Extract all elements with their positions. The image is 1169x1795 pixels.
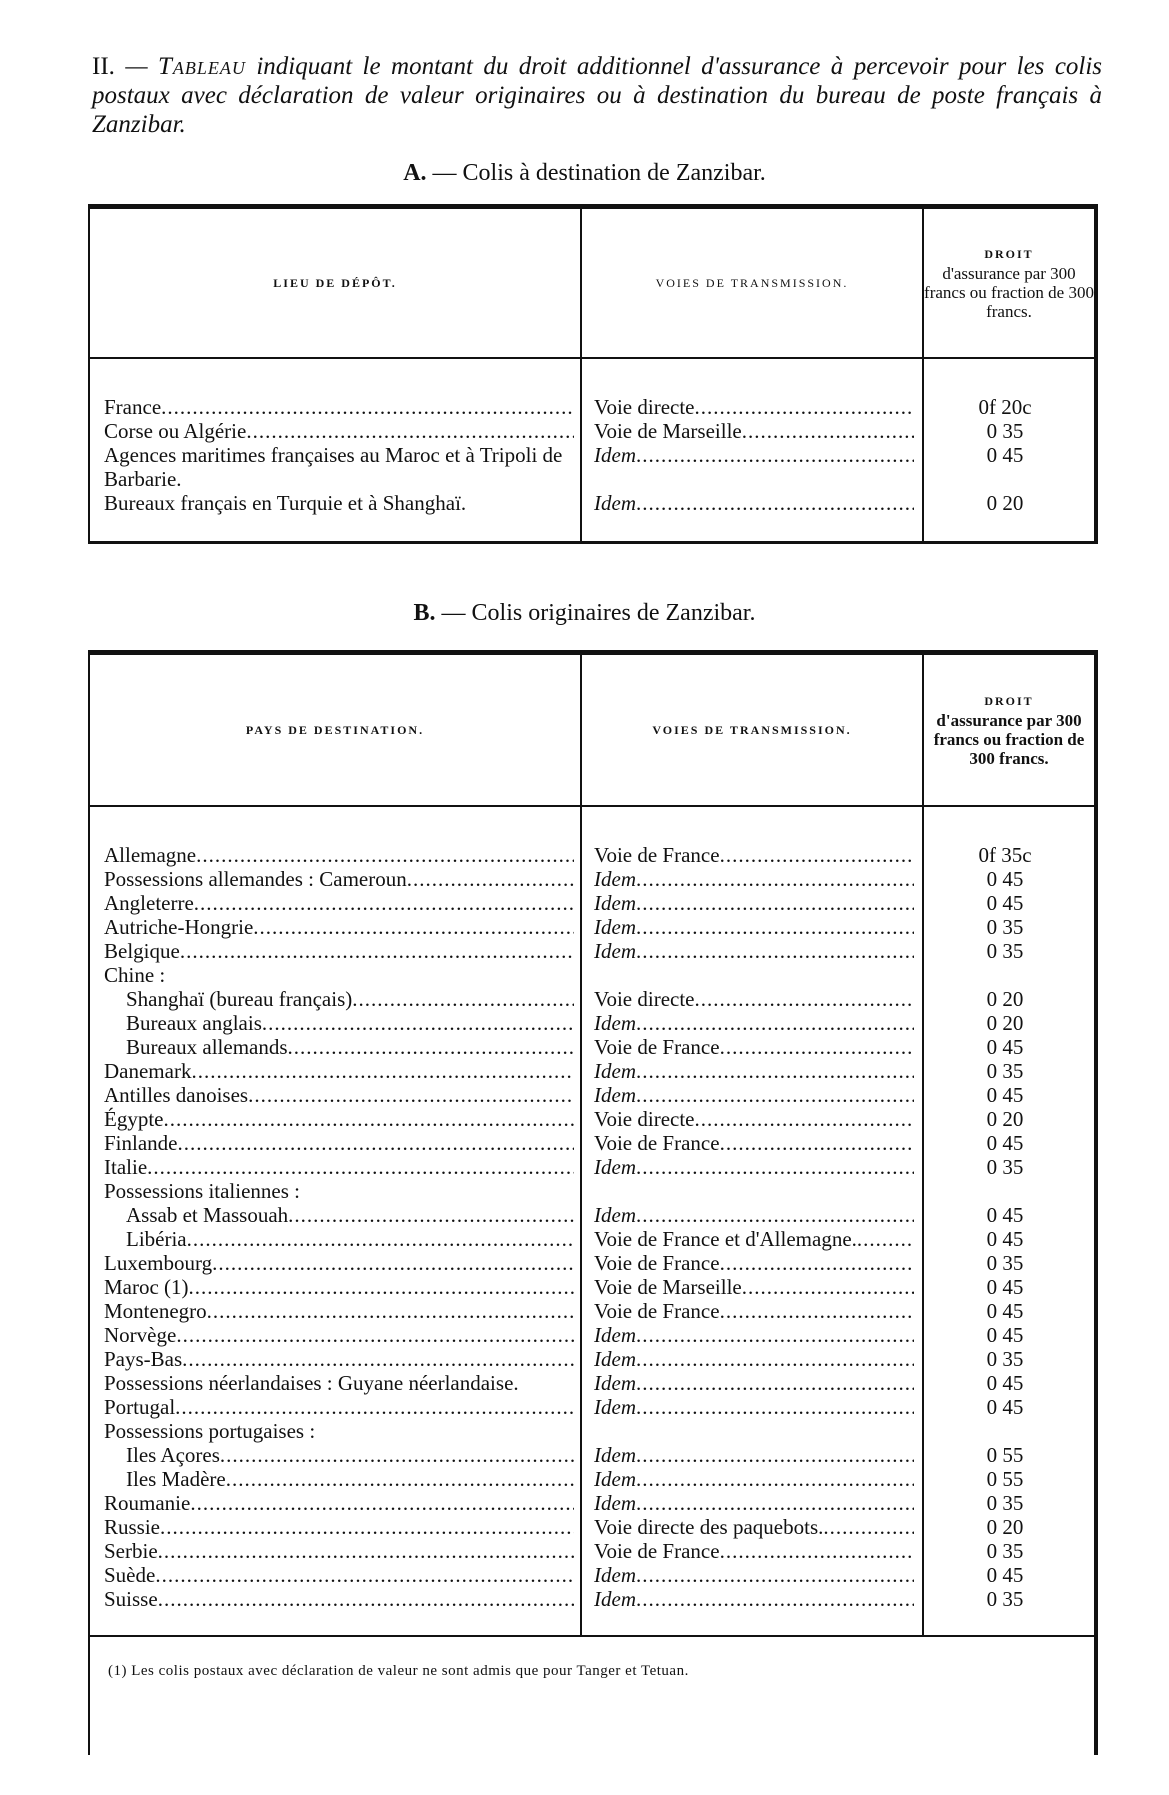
table-row bbox=[90, 1491, 1094, 1515]
table-row bbox=[90, 1179, 1094, 1203]
voie-cell: Voie de France ..... bbox=[580, 843, 920, 867]
table-b-header-pays: PAYS DE DESTINATION. bbox=[245, 722, 425, 737]
voie-cell: Idem ..... bbox=[580, 1443, 920, 1467]
column-rule bbox=[922, 359, 924, 541]
voie-cell: Idem ..... bbox=[580, 1491, 920, 1515]
table-row bbox=[90, 1155, 1094, 1179]
voie-cell bbox=[580, 963, 920, 987]
pays-cell: Suède ..... bbox=[90, 1563, 580, 1587]
voie-cell: Idem ..... bbox=[580, 443, 920, 491]
table-row bbox=[90, 1251, 1094, 1275]
pays-cell: Autriche-Hongrie ..... bbox=[90, 915, 580, 939]
droit-cell: 0 45 bbox=[986, 1563, 1024, 1587]
voie-cell: Idem ..... bbox=[580, 1563, 920, 1587]
table-row bbox=[90, 1035, 1094, 1059]
droit-cell: 0 45 bbox=[986, 1227, 1024, 1251]
voie-cell: Idem ..... bbox=[580, 1323, 920, 1347]
table-row bbox=[90, 491, 1094, 515]
droit-cell: 0 20 bbox=[986, 491, 1024, 515]
pays-cell: Italie ..... bbox=[90, 1155, 580, 1179]
table-row bbox=[90, 1107, 1094, 1131]
droit-cell: 0f 35c bbox=[978, 843, 1032, 867]
pays-cell: Pays-Bas ..... bbox=[90, 1347, 580, 1371]
voie-cell: Voie de France ..... bbox=[580, 1299, 920, 1323]
droit-cell bbox=[920, 963, 1090, 987]
droit-cell bbox=[920, 1419, 1090, 1443]
lieu-cell: Agences maritimes françaises au Maroc et à Tripoli de Barbarie. bbox=[104, 443, 563, 491]
droit-cell: 0 35 bbox=[986, 915, 1024, 939]
droit-cell: 0 35 bbox=[986, 1539, 1024, 1563]
pays-cell: Serbie ..... bbox=[90, 1539, 580, 1563]
droit-cell: 0 45 bbox=[986, 1275, 1024, 1299]
table-row bbox=[90, 915, 1094, 939]
droit-cell: 0 45 bbox=[986, 1371, 1024, 1395]
voie-cell: Voie directe des paquebots. ..... bbox=[580, 1515, 920, 1539]
droit-cell: 0 35 bbox=[986, 939, 1024, 963]
pays-cell: Danemark ..... bbox=[90, 1059, 580, 1083]
droit-cell: 0 20 bbox=[986, 1515, 1024, 1539]
section-b-title bbox=[0, 600, 1169, 627]
pays-cell: Iles Açores ..... bbox=[90, 1443, 580, 1467]
table-row bbox=[90, 1083, 1094, 1107]
lieu-cell: Bureaux français en Turquie et à Shanghaï. bbox=[104, 491, 467, 515]
pays-cell: Libéria ..... bbox=[90, 1227, 580, 1251]
pays-cell: Suisse ..... bbox=[90, 1587, 580, 1611]
voie-cell: Voie de France ..... bbox=[580, 1131, 920, 1155]
voie-cell: Idem ..... bbox=[580, 1059, 920, 1083]
table-row bbox=[90, 443, 1094, 491]
table-row bbox=[90, 963, 1094, 987]
footnote: (1) Les colis postaux avec déclaration de valeur ne sont admis que pour Tanger et Tetuan. bbox=[108, 1663, 689, 1679]
table-b-body bbox=[90, 807, 1094, 1635]
droit-cell: 0 45 bbox=[986, 1083, 1024, 1107]
droit-cell: 0 35 bbox=[986, 1491, 1024, 1515]
pays-cell: Possessions portugaises : bbox=[104, 1419, 316, 1443]
table-a-body bbox=[90, 359, 1094, 541]
table-row bbox=[90, 891, 1094, 915]
voie-cell: Idem ..... bbox=[580, 491, 920, 515]
droit-cell: 0 45 bbox=[986, 1323, 1024, 1347]
table-a-header-lieu: LIEU DE DÉPÔT. bbox=[273, 275, 397, 290]
table-row bbox=[90, 987, 1094, 1011]
lieu-cell: Corse ou Algérie ..... bbox=[90, 419, 580, 443]
pays-cell: Antilles danoises ..... bbox=[90, 1083, 580, 1107]
droit-cell bbox=[920, 1179, 1090, 1203]
section-b-title-text: — Colis originaires de Zanzibar. bbox=[441, 600, 756, 626]
voie-cell: Idem ..... bbox=[580, 891, 920, 915]
droit-cell: 0 45 bbox=[986, 891, 1024, 915]
table-row bbox=[90, 1443, 1094, 1467]
droit-cell: 0 45 bbox=[986, 867, 1024, 891]
pays-cell: Possessions néerlandaises : Guyane néerlandaise. bbox=[104, 1371, 519, 1395]
table-row bbox=[90, 1299, 1094, 1323]
table-b bbox=[88, 650, 1098, 1755]
pays-cell: Montenegro ..... bbox=[90, 1299, 580, 1323]
pays-cell: Possessions italiennes : bbox=[104, 1179, 301, 1203]
droit-cell: 0 35 bbox=[986, 1251, 1024, 1275]
droit-cell: 0 35 bbox=[986, 1155, 1024, 1179]
voie-cell: Voie de France ..... bbox=[580, 1539, 920, 1563]
voie-cell: Idem ..... bbox=[580, 1467, 920, 1491]
lieu-cell: France ..... bbox=[90, 395, 580, 419]
voie-cell: Voie de France et d'Allemagne. ..... bbox=[580, 1227, 920, 1251]
column-rule bbox=[580, 359, 582, 541]
table-row bbox=[90, 1371, 1094, 1395]
droit-cell: 0f 20c bbox=[978, 395, 1032, 419]
pays-cell: Assab et Massouah ..... bbox=[90, 1203, 580, 1227]
voie-cell: Idem ..... bbox=[580, 1155, 920, 1179]
pays-cell: Iles Madère ..... bbox=[90, 1467, 580, 1491]
table-a bbox=[88, 204, 1098, 544]
heading-dash: — bbox=[125, 53, 148, 80]
voie-cell: Idem ..... bbox=[580, 1011, 920, 1035]
voie-cell: Voie directe ..... bbox=[580, 1107, 920, 1131]
pays-cell: Luxembourg ..... bbox=[90, 1251, 580, 1275]
table-row bbox=[90, 1467, 1094, 1491]
voie-cell: Voie directe ..... bbox=[580, 987, 920, 1011]
droit-cell: 0 45 bbox=[986, 1203, 1024, 1227]
droit-cell: 0 45 bbox=[986, 1035, 1024, 1059]
section-a-title-text: — Colis à destination de Zanzibar. bbox=[432, 160, 766, 186]
voie-cell: Idem ..... bbox=[580, 915, 920, 939]
voie-cell: Voie de France ..... bbox=[580, 1035, 920, 1059]
table-row bbox=[90, 1131, 1094, 1155]
table-row bbox=[90, 1323, 1094, 1347]
table-b-header-voies: VOIES DE TRANSMISSION. bbox=[580, 655, 924, 805]
table-b-header bbox=[90, 655, 1094, 807]
pays-cell: Maroc (1) ..... bbox=[90, 1275, 580, 1299]
pays-cell: Roumanie ..... bbox=[90, 1491, 580, 1515]
section-b-letter: B. bbox=[413, 600, 436, 626]
section-a-title bbox=[0, 160, 1169, 187]
table-a-header-droit: DROIT d'assurance par 300 francs ou fraction de 300 francs. bbox=[924, 247, 1094, 321]
table-row bbox=[90, 419, 1094, 443]
pays-cell: Allemagne ..... bbox=[90, 843, 580, 867]
table-row bbox=[90, 1587, 1094, 1611]
pays-cell: Possessions allemandes : Cameroun ..... bbox=[90, 867, 580, 891]
voie-cell: Idem ..... bbox=[580, 1395, 920, 1419]
table-row bbox=[90, 1419, 1094, 1443]
pays-cell: Chine : bbox=[104, 963, 166, 987]
droit-cell: 0 45 bbox=[986, 1299, 1024, 1323]
voie-cell: Idem ..... bbox=[580, 1587, 920, 1611]
pays-cell: Portugal ..... bbox=[90, 1395, 580, 1419]
voie-cell: Voie de Marseille ..... bbox=[580, 419, 920, 443]
droit-cell: 0 20 bbox=[986, 1107, 1024, 1131]
voie-cell: Voie de France ..... bbox=[580, 1251, 920, 1275]
voie-cell: Idem ..... bbox=[580, 1203, 920, 1227]
table-row bbox=[90, 1227, 1094, 1251]
voie-cell: Voie directe ..... bbox=[580, 395, 920, 419]
table-row bbox=[90, 1539, 1094, 1563]
heading-number: II. bbox=[92, 53, 115, 80]
voie-cell: Idem ..... bbox=[580, 939, 920, 963]
pays-cell: Finlande ..... bbox=[90, 1131, 580, 1155]
table-a-header-voies: VOIES DE TRANSMISSION. bbox=[580, 209, 924, 357]
droit-cell: 0 45 bbox=[986, 1131, 1024, 1155]
table-row bbox=[90, 1347, 1094, 1371]
droit-cell: 0 20 bbox=[986, 987, 1024, 1011]
table-heading bbox=[92, 52, 1102, 139]
table-row bbox=[90, 867, 1094, 891]
table-row bbox=[90, 1011, 1094, 1035]
section-a-letter: A. bbox=[403, 160, 427, 186]
table-a-header bbox=[90, 209, 1094, 359]
table-row bbox=[90, 843, 1094, 867]
table-row bbox=[90, 1059, 1094, 1083]
voie-cell bbox=[580, 1419, 920, 1443]
pays-cell: Shanghaï (bureau français) ..... bbox=[90, 987, 580, 1011]
pays-cell: Belgique ..... bbox=[90, 939, 580, 963]
heading-text: indiquant le montant du droit additionnel d'assurance à percevoir pour les colis postaux avec déclaration de valeur originaires ou à destination du bureau de poste français à Zanzibar. bbox=[92, 53, 1103, 138]
pays-cell: Bureaux anglais ..... bbox=[90, 1011, 580, 1035]
droit-cell: 0 35 bbox=[986, 1059, 1024, 1083]
table-row bbox=[90, 1563, 1094, 1587]
pays-cell: Russie ..... bbox=[90, 1515, 580, 1539]
droit-cell: 0 55 bbox=[986, 1443, 1024, 1467]
footnote-area bbox=[90, 1635, 1094, 1707]
table-row bbox=[90, 1275, 1094, 1299]
column-rule bbox=[922, 807, 924, 1635]
table-row bbox=[90, 1395, 1094, 1419]
pays-cell: Norvège ..... bbox=[90, 1323, 580, 1347]
table-b-header-droit: DROIT d'assurance par 300 francs ou fraction de 300 francs. bbox=[933, 694, 1085, 768]
droit-cell: 0 35 bbox=[986, 1587, 1024, 1611]
voie-cell: Idem ..... bbox=[580, 1371, 920, 1395]
column-rule bbox=[580, 807, 582, 1635]
droit-cell: 0 55 bbox=[986, 1467, 1024, 1491]
voie-cell: Idem ..... bbox=[580, 1083, 920, 1107]
table-row bbox=[90, 1515, 1094, 1539]
table-row bbox=[90, 395, 1094, 419]
droit-cell: 0 20 bbox=[986, 1011, 1024, 1035]
droit-cell: 0 45 bbox=[986, 1395, 1024, 1419]
voie-cell: Idem ..... bbox=[580, 867, 920, 891]
table-row bbox=[90, 939, 1094, 963]
droit-cell: 0 35 bbox=[986, 419, 1024, 443]
droit-cell: 0 45 bbox=[986, 443, 1024, 467]
droit-cell: 0 35 bbox=[986, 1347, 1024, 1371]
voie-cell bbox=[580, 1179, 920, 1203]
pays-cell: Bureaux allemands ..... bbox=[90, 1035, 580, 1059]
pays-cell: Égypte ..... bbox=[90, 1107, 580, 1131]
pays-cell: Angleterre ..... bbox=[90, 891, 580, 915]
voie-cell: Voie de Marseille ..... bbox=[580, 1275, 920, 1299]
voie-cell: Idem ..... bbox=[580, 1347, 920, 1371]
heading-word: Tableau bbox=[157, 53, 246, 80]
table-row bbox=[90, 1203, 1094, 1227]
